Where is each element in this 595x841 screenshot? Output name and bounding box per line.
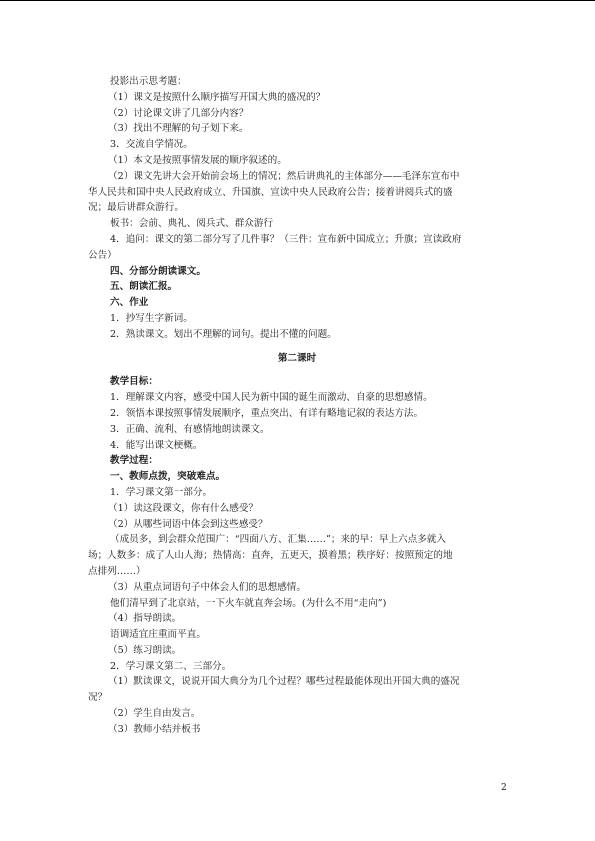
section-heading: 第二课时 — [277, 352, 317, 364]
text-line: （2）从哪些词语中体会到这些感受？ — [108, 518, 268, 530]
section-label: 教学目标： — [110, 376, 158, 388]
section-label: 四、分部分朗读课文。 — [110, 265, 206, 277]
paragraph-spacer — [88, 343, 506, 351]
text-line: 1．抄写生字新词。 — [110, 312, 193, 324]
top-border-line — [0, 0, 595, 1]
text-line: （成员多，到会群众范围广：“四面八方、汇集……”；来的早：早上六点多就入 — [110, 534, 446, 546]
text-line: 2．学习课文第二、三部分。 — [110, 660, 232, 672]
section-label: 教学过程： — [110, 455, 158, 467]
text-line: （1）读这段课文，你有什么感受？ — [108, 502, 259, 514]
text-line: 板书：会前、典礼、阅兵式、群众游行 — [110, 218, 274, 230]
text-line: 语调适宜庄重而平直。 — [110, 629, 206, 641]
paragraph-spacer — [88, 366, 506, 374]
text-line: （5）练习朗读。 — [108, 644, 182, 656]
text-line: 华人民共和国中央人民政府成立、升国旗、宣读中央人民政府公告；接着讲阅兵式的盛 — [88, 186, 453, 198]
text-line: 4．能写出课文梗概。 — [110, 439, 203, 451]
text-line: 2．领悟本课按照事情发展顺序，重点突出、有详有略地记叙的表达方法。 — [110, 407, 424, 419]
text-line: （3）教师小结并板书 — [108, 723, 201, 735]
text-line: 投影出示思考题： — [110, 76, 187, 87]
section-label: 六、作业 — [110, 297, 149, 309]
document-body — [88, 74, 506, 738]
section-label: 一、教师点拨，突破难点。 — [110, 471, 226, 483]
text-line: 3．交流自学情况。 — [110, 139, 193, 151]
text-line: 1．学习课文第一部分。 — [110, 486, 213, 498]
text-line: （2）讨论课文讲了几部分内容？ — [108, 107, 249, 119]
text-line: 场；人数多：成了人山人海；热情高：直奔，五更天，摸着黑；秩序好：按照预定的地 — [88, 550, 453, 562]
text-line: 点排列……） — [88, 565, 146, 577]
text-line: （3）从重点词语句子中体会人们的思想感情。 — [108, 581, 306, 593]
section-label: 五、朗读汇报。 — [110, 281, 178, 293]
text-line: 况？ — [88, 692, 108, 704]
text-line: （1）默读课文，说说开国大典分为几个过程？哪些过程最能体现出开国大典的盛况 — [108, 676, 460, 688]
text-line: 他们清早到了北京站，一下火车就直奔会场。(为什么不用“走向”) — [110, 597, 387, 609]
text-line: 4．追问：课文的第二部分写了几件事？（三件：宣布新中国成立；升旗；宣读政府 — [110, 233, 462, 245]
text-line: （1）课文是按照什么顺序描写开国大典的盛况的？ — [108, 91, 326, 103]
text-line: （4）指导朗读。 — [108, 613, 182, 625]
text-line: （2）课文先讲大会开始前会场上的情况；然后讲典礼的主体部分——毛泽东宣布中 — [108, 170, 460, 182]
text-line: 2．熟读课文。划出不理解的词句。提出不懂的问题。 — [110, 328, 337, 340]
text-line: 3．正确、流利、有感情地朗读课文。 — [110, 423, 270, 435]
text-line: （3）找出不理解的句子划下来。 — [108, 123, 249, 135]
text-line: 1．理解课文内容，感受中国人民为新中国的诞生而激动、自豪的思想感情。 — [110, 392, 433, 404]
text-line: 公告） — [88, 249, 117, 261]
page-number: 2 — [501, 783, 507, 793]
text-line: 况；最后讲群众游行。 — [88, 202, 184, 214]
text-line: （1）本文是按照事情发展的顺序叙述的。 — [108, 154, 287, 166]
text-line: （2）学生自由发言。 — [108, 708, 201, 720]
